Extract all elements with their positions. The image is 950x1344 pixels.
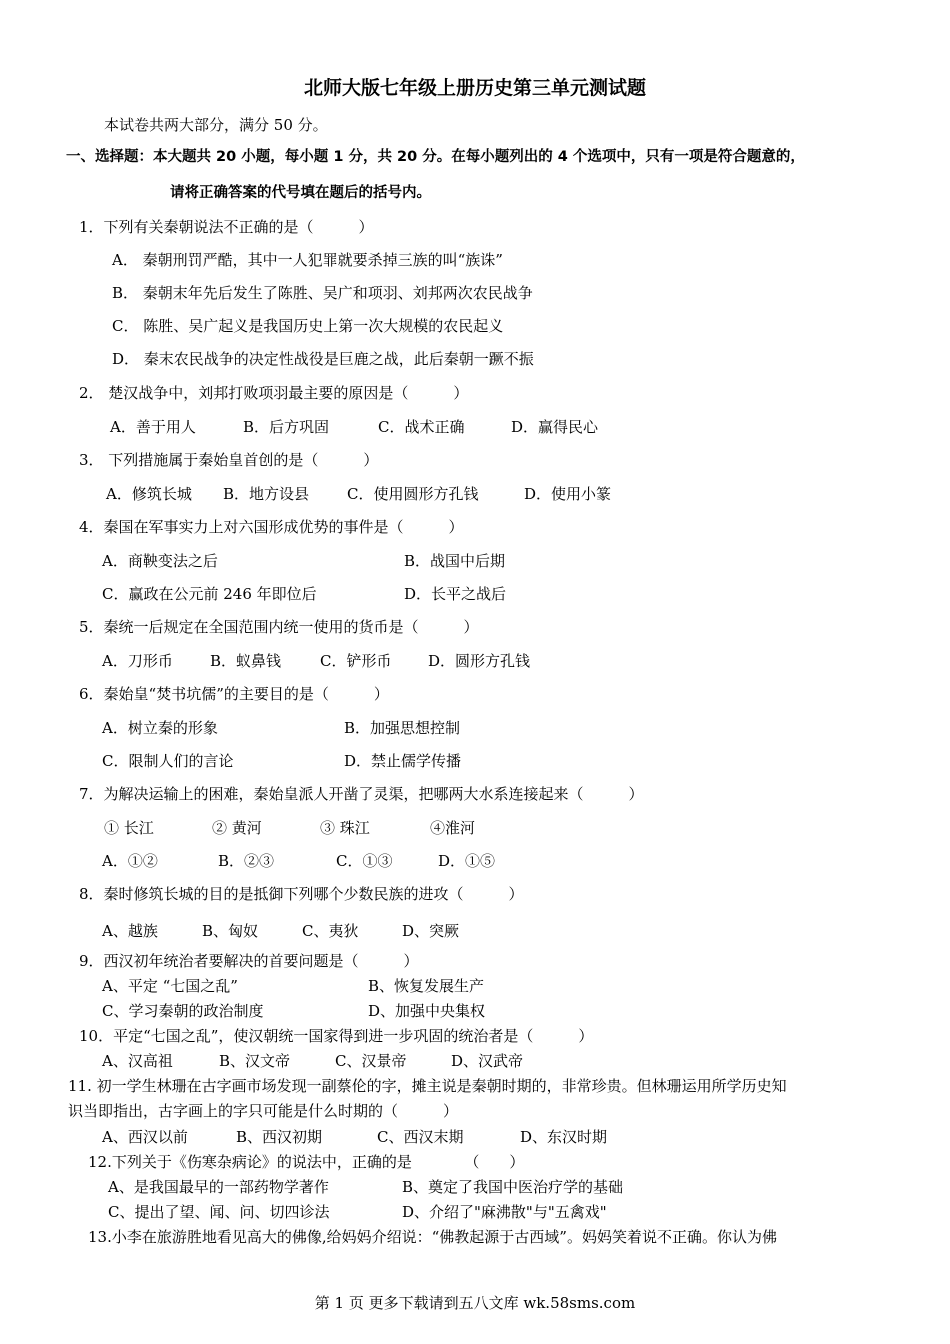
q10-option-d: D、汉武帝 [451,1052,524,1070]
q10-option-c: C、汉景帝 [335,1052,407,1070]
q3-option-a: A．修筑长城 [106,485,192,503]
question-4: 4．秦国在军事实力上对六国形成优势的事件是（ ） [79,518,464,536]
q3-option-c: C．使用圆形方孔钱 [347,485,479,503]
q5-option-b: B．蚁鼻钱 [210,652,282,670]
q4-option-d: D．长平之战后 [404,585,507,603]
q12-option-c: C、提出了望、闻、问、切四诊法 [108,1203,330,1221]
q12-option-d: D、介绍了"麻沸散"与"五禽戏" [402,1203,607,1221]
question-11: 11. 初一学生林珊在古字画市场发现一副蔡伦的字，摊主说是秦朝时期的，非常珍贵。但林珊运用所学历史知 [68,1077,787,1095]
q3-option-b: B．地方设县 [223,485,310,503]
intro-text: 本试卷共两大部分，满分 50 分。 [104,116,328,134]
q8-option-b: B、匈奴 [202,922,259,940]
q2-option-b: B．后方巩固 [243,418,330,436]
q5-option-c: C．铲形币 [320,652,392,670]
q9-option-c: C、学习秦朝的政治制度 [102,1002,264,1020]
q7-item-3: ③ 珠江 [320,819,370,837]
page-footer: 第 1 页 更多下载请到五八文库 wk.58sms.com [314,1294,636,1312]
q7-option-b: B．②③ [218,852,275,870]
q4-option-a: A．商鞅变法之后 [102,552,218,570]
question-3: 3． 下列措施属于秦始皇首创的是（ ） [79,451,379,469]
q8-option-a: A、越族 [102,922,158,940]
q8-option-c: C、夷狄 [302,922,359,940]
question-10: 10．平定“七国之乱”，使汉朝统一国家得到进一步巩固的统治者是（ ） [79,1027,594,1045]
q2-option-a: A．善于用人 [110,418,196,436]
q2-option-c: C．战术正确 [378,418,465,436]
q5-option-d: D．圆形方孔钱 [428,652,531,670]
question-7: 7．为解决运输上的困难，秦始皇派人开凿了灵渠，把哪两大水系连接起来（ ） [79,785,644,803]
q6-option-a: A．树立秦的形象 [102,719,218,737]
q6-option-d: D．禁止儒学传播 [344,752,462,770]
q10-option-b: B、汉文帝 [219,1052,291,1070]
q11-option-c: C、西汉末期 [377,1128,464,1146]
question-9: 9．西汉初年统治者要解决的首要问题是（ ） [79,952,419,970]
q12-option-a: A、是我国最早的一部药物学著作 [108,1178,329,1196]
q9-option-a: A、平定 “七国之乱” [102,977,238,995]
q1-option-a: A． 秦朝刑罚严酷，其中一人犯罪就要杀掉三族的叫“族诛” [112,251,503,269]
q3-option-d: D．使用小篆 [524,485,612,503]
q11-option-a: A、西汉以前 [102,1128,188,1146]
section-instruction: 请将正确答案的代号填在题后的括号内。 [170,185,431,201]
q6-option-b: B．加强思想控制 [344,719,461,737]
page-title: 北师大版七年级上册历史第三单元测试题 [303,77,646,99]
q7-option-a: A．①② [102,852,158,870]
q7-item-2: ② 黄河 [212,819,262,837]
q12-option-b: B、奠定了我国中医治疗学的基础 [402,1178,624,1196]
q1-option-b: B． 秦朝末年先后发生了陈胜、吴广和项羽、刘邦两次农民战争 [112,284,533,302]
q10-option-a: A、汉高祖 [102,1052,173,1070]
q6-option-c: C．限制人们的言论 [102,752,234,770]
question-13: 13.小李在旅游胜地看见高大的佛像,给妈妈介绍说：“佛教起源于古西域”。妈妈笑着说不正确。你认为佛 [88,1228,777,1246]
question-12: 12.下列关于《伤寒杂病论》的说法中，正确的是 （ ） [88,1153,525,1171]
question-11-cont: 识当即指出，古字画上的字只可能是什么时期的（ ） [68,1102,459,1120]
q7-option-c: C．①③ [336,852,393,870]
q8-option-d: D、突厥 [402,922,460,940]
q4-option-b: B．战国中后期 [404,552,506,570]
q9-option-b: B、恢复发展生产 [368,977,485,995]
q1-option-c: C． 陈胜、吴广起义是我国历史上第一次大规模的农民起义 [112,317,504,335]
question-6: 6．秦始皇“焚书坑儒”的主要目的是（ ） [79,685,389,703]
q2-option-d: D．赢得民心 [511,418,599,436]
q7-item-4: ④淮河 [430,819,476,837]
q9-option-d: D、加强中央集权 [368,1002,486,1020]
q1-option-d: D． 秦末农民战争的决定性战役是巨鹿之战，此后秦朝一蹶不振 [112,350,534,368]
question-2: 2． 楚汉战争中，刘邦打败项羽最主要的原因是（ ） [79,384,469,402]
q5-option-a: A．刀形币 [102,652,173,670]
section-heading: 一、选择题：本大题共 20 小题，每小题 1 分，共 20 分。在每小题列出的 4 个选项中，只有一项是符合题意的， [66,149,805,165]
q11-option-d: D、东汉时期 [520,1128,608,1146]
q11-option-b: B、西汉初期 [236,1128,323,1146]
q7-item-1: ① 长江 [104,819,154,837]
question-5: 5．秦统一后规定在全国范围内统一使用的货币是（ ） [79,618,479,636]
question-8: 8．秦时修筑长城的目的是抵御下列哪个少数民族的进攻（ ） [79,885,524,903]
q7-option-d: D．①⑤ [438,852,496,870]
q4-option-c: C．赢政在公元前 246 年即位后 [102,585,317,603]
question-1: 1．下列有关秦朝说法不正确的是（ ） [79,218,374,236]
